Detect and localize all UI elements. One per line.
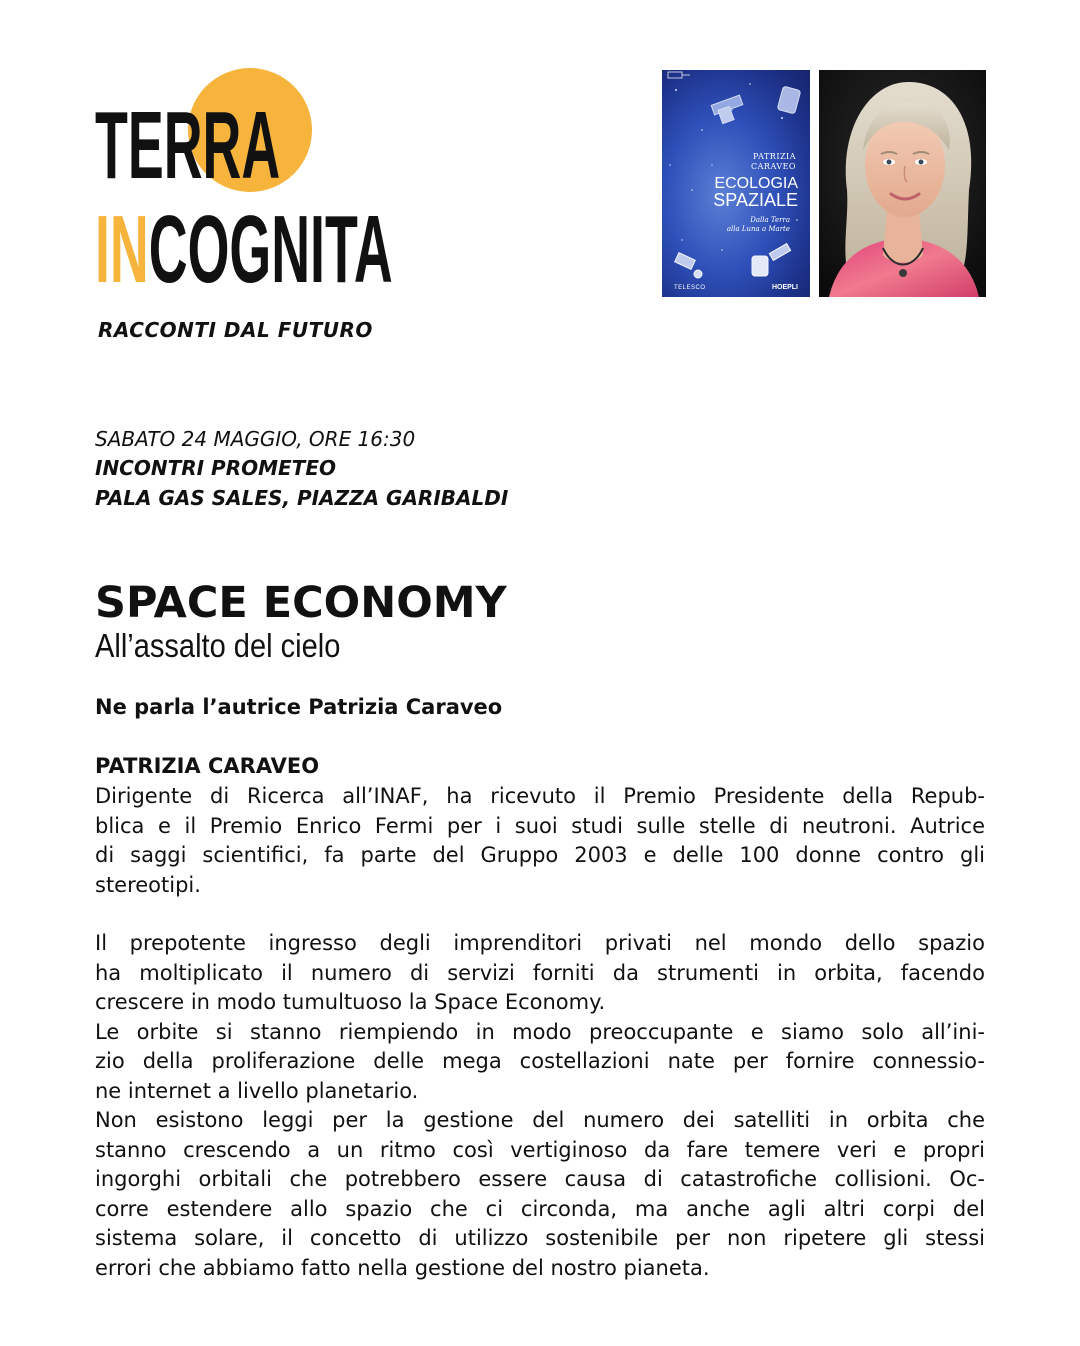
logo-word-cognita: COGNITA [148, 196, 393, 303]
bio-heading: PATRIZIA CARAVEO [95, 754, 320, 778]
book-title [662, 175, 798, 209]
festival-tagline: RACCONTI DAL FUTURO [98, 318, 373, 342]
event-series-name: INCONTRI PROMETEO [95, 456, 336, 480]
description-line: ha moltiplicato il numero di servizi forniti da strumenti in orbita, facendo [95, 960, 985, 985]
book-title-line: SPAZIALE [713, 190, 798, 210]
description-line: Le orbite si stanno riempiendo in modo preoccupante e siamo solo all’ini- [95, 1019, 985, 1044]
description-line: corre estendere allo spazio che ci circonda, ma anche agli altri corpi del [95, 1196, 985, 1221]
bio-line: blica e il Premio Enrico Fermi per i suoi studi sulle stelle di neutroni. Autrice [95, 813, 985, 838]
event-date-time: SABATO 24 MAGGIO, ORE 16:30 [95, 427, 416, 451]
book-title-line: ECOLOGIA [714, 175, 798, 192]
speaker-intro: Ne parla l’autrice Patrizia Caraveo [95, 695, 503, 719]
talk-subtitle: All’assalto del cielo [95, 627, 341, 664]
description-line: errori che abbiamo fatto nella gestione del nostro pianeta. [95, 1255, 710, 1280]
logo-word-incognita [95, 196, 393, 303]
description-line: Il prepotente ingresso degli imprenditori privati nel mondo dello spazio [95, 931, 985, 955]
event-venue: PALA GAS SALES, PIAZZA GARIBALDI [95, 486, 509, 510]
description-line: ne internet a livello planetario. [95, 1078, 419, 1103]
description-line: crescere in modo tumultuoso la Space Economy. [95, 990, 606, 1014]
bio-line: Dirigente di Ricerca all’INAF, ha ricevuto il Premio Presidente della Repub- [95, 784, 985, 808]
book-series-label: TELESCO [674, 285, 706, 291]
book-subtitle-line: alla Luna a Marte [726, 225, 790, 233]
description-line: sistema solare, il concetto di utilizzo sostenibile per non ripetere gli stessi [95, 1226, 985, 1250]
book-author-line: CARAVEO [751, 162, 796, 171]
description-line: ingorghi orbitali che potrebbero essere causa di catastrofiche collisioni. Oc- [95, 1167, 985, 1191]
author-portrait-photo [819, 70, 986, 297]
description-paragraph [95, 929, 985, 1283]
festival-logo [95, 68, 393, 308]
book-subtitle [662, 216, 790, 234]
description-line: stanno crescendo a un ritmo così vertiginoso da fare temere veri e propri [95, 1137, 985, 1162]
bio-line: stereotipi. [95, 872, 201, 897]
book-subtitle-line: Dalla Terra [750, 216, 790, 224]
book-author-line: PATRIZIA [752, 152, 796, 161]
book-publisher-logo: HOEPLI [771, 284, 798, 291]
talk-title: SPACE ECONOMY [95, 578, 507, 628]
logo-word-terra: TERRA [95, 92, 281, 199]
bio-line: di saggi scientifici, fa parte del Gruppo 2003 e delle 100 donne contro gli [95, 843, 985, 867]
description-line: Non esistono leggi per la gestione del numero dei satelliti in orbita che [95, 1108, 985, 1132]
author-portrait-illustration [819, 70, 986, 297]
book-cover [662, 70, 810, 297]
logo-accent-in: IN [95, 196, 149, 303]
book-author [662, 152, 796, 172]
bio-paragraph [95, 782, 985, 900]
description-line: zio della proliferazione delle mega costellazioni nate per fornire connessio- [95, 1049, 985, 1073]
